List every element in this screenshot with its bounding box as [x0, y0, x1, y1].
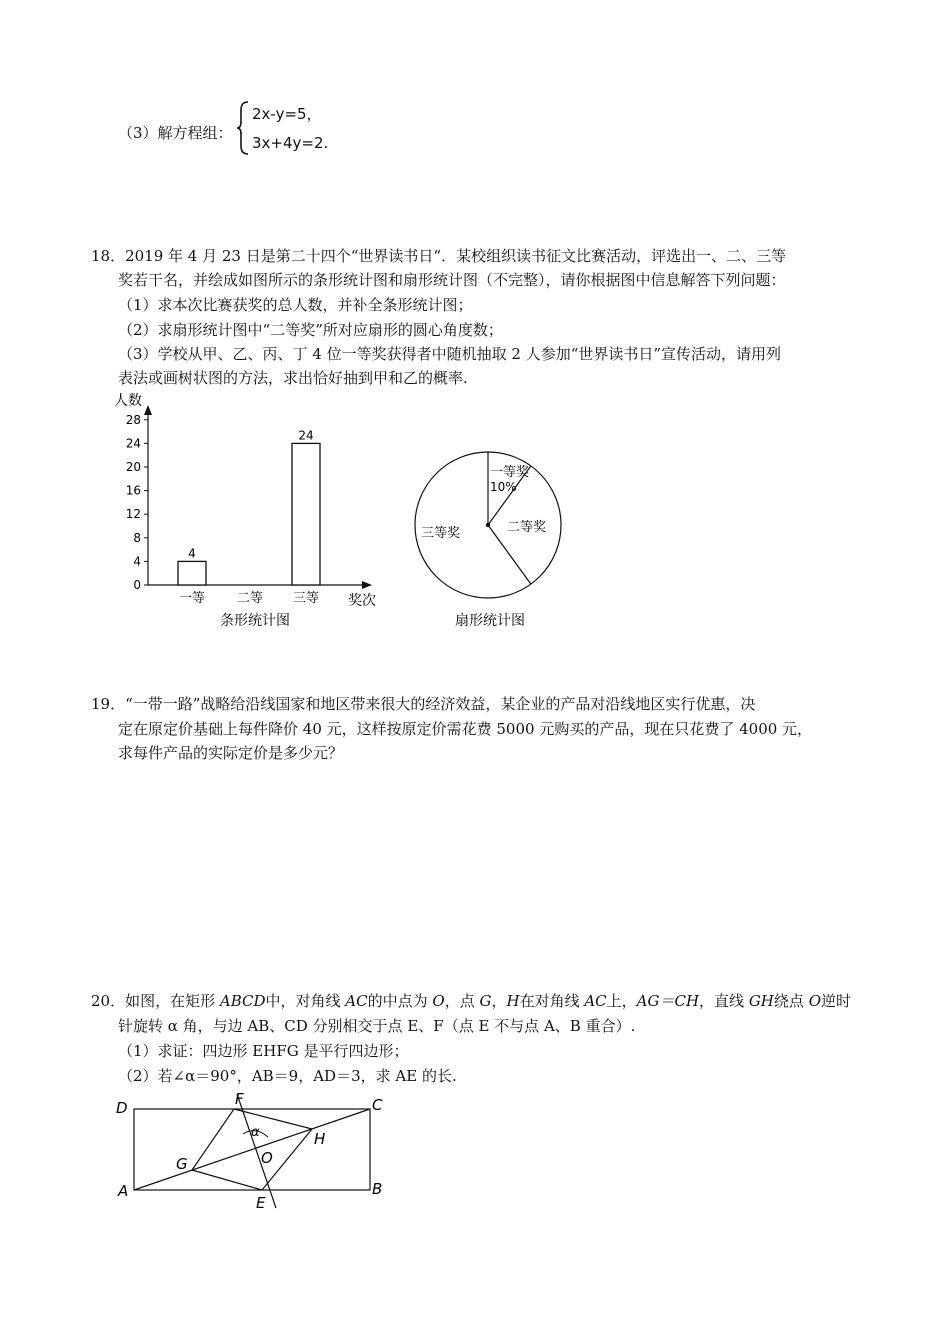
q20-point-h: H: [506, 992, 520, 1010]
q20-text-i: 绕点: [773, 992, 809, 1010]
q20-text-g: 上，: [606, 992, 637, 1010]
bar-chart: [100, 385, 400, 635]
pie-slice-label-1: 一等奖: [490, 465, 530, 480]
q20-line1: [91, 991, 851, 1011]
q20-text-e: ，: [491, 992, 507, 1010]
y-tick-label: 4: [133, 554, 141, 569]
bar-chart-title: 条形统计图: [220, 613, 290, 629]
q20-rect-name: ABCD: [219, 992, 266, 1010]
x-axis-arrow: [362, 581, 372, 589]
label-e: E: [256, 1194, 266, 1212]
category-label-2: 二等: [236, 591, 264, 606]
q18-sub3-line1: （3）学校从甲、乙、丙、丁 4 位一等奖获得者中随机抽取 2 人参加“世界读书日”宣传活动，请用列: [118, 345, 782, 363]
y-tick-label: 12: [125, 507, 141, 522]
label-d: D: [116, 1099, 128, 1117]
q20-text-c: 的中点为: [367, 992, 433, 1010]
segment-eg: [192, 1170, 262, 1190]
y-tick-label: 28: [125, 412, 141, 427]
q18-line1: 18．2019 年 4 月 23 日是第二十四个“世界读书日“．某校组织读书征文比赛活动，评选出一、二、三等: [91, 247, 787, 265]
y-axis-label: 人数: [114, 393, 142, 409]
y-tick-label: 24: [125, 436, 141, 451]
q19-line2: 定在原定价基础上每件降价 40 元，这样按原定价需花费 5000 元购买的产品，现在只花费了 4000 元，: [118, 720, 813, 738]
y-tick-label: 20: [125, 460, 141, 474]
q20-sub2: （2）若∠α＝90°，AB＝9，AD＝3，求 AE 的长.: [118, 1067, 457, 1085]
diagonal-ac: [134, 1109, 370, 1190]
pie-chart-title: 扇形统计图: [455, 613, 525, 629]
q20-text-h: ，直线: [699, 992, 749, 1010]
equation-2: 3x+4y=2.: [252, 134, 329, 152]
y-tick-label: 0: [133, 578, 141, 592]
pie-center: [486, 523, 490, 527]
q20-text-a: 20．如图，在矩形: [91, 992, 220, 1010]
y-tick-label: 8: [133, 530, 141, 545]
x-axis-label: 奖次: [348, 593, 376, 609]
segment-fg: [192, 1109, 234, 1170]
q20-point-g: G: [479, 992, 492, 1010]
category-label-3: 三等: [292, 591, 320, 606]
bar-3: [292, 443, 320, 585]
q18-sub3-line2: 表法或画树状图的方法，求出恰好抽到甲和乙的概率.: [118, 369, 468, 387]
q20-line2: 针旋转 α 角，与边 AB、CD 分别相交于点 E、F（点 E 不与点 A、B 重合）.: [118, 1017, 636, 1035]
label-g: G: [176, 1155, 188, 1173]
bar-1: [178, 561, 206, 585]
system-brace: [236, 100, 250, 156]
y-axis-arrow: [144, 405, 152, 415]
pie-slice-percent-1: 10%: [490, 480, 517, 494]
q20-point-o-2: O: [808, 992, 821, 1010]
q19-line3: 求每件产品的实际定价是多少元？: [118, 744, 344, 762]
label-a: A: [118, 1182, 129, 1200]
rectangle-figure: [110, 1088, 400, 1218]
label-h: H: [314, 1130, 326, 1148]
q18-sub2: （2）求扇形统计图中“二等奖”所对应扇形的圆心角度数；: [118, 321, 503, 339]
pie-slice-label-3: 三等奖: [421, 526, 461, 541]
bar-data-label-3: 24: [298, 428, 314, 443]
label-f: F: [235, 1090, 244, 1108]
y-tick-label: 16: [125, 483, 141, 498]
label-c: C: [372, 1096, 383, 1114]
q20-text-j: 逆时: [821, 992, 852, 1010]
label-b: B: [372, 1180, 383, 1198]
pie-slice-label-2: 二等奖: [507, 520, 547, 535]
q19-line1: 19．“一带一路”战略给沿线国家和地区带来很大的经济效益，某企业的产品对沿线地区实行优惠，决: [91, 695, 756, 713]
label-o: O: [261, 1149, 273, 1167]
q18-sub1: （1）求本次比赛获奖的总人数，并补全条形统计图；: [118, 296, 473, 314]
q20-text-f: 在对角线: [519, 992, 585, 1010]
q20-sub1: （1）求证：四边形 EHFG 是平行四边形；: [118, 1042, 409, 1060]
q20-text-b: 中，对角线: [265, 992, 346, 1010]
pie-chart: [405, 440, 575, 640]
equation-1: 2x-y=5，: [252, 105, 322, 123]
q20-ag-eq-ch: AG＝CH: [636, 992, 700, 1010]
q20-point-o: O: [432, 992, 445, 1010]
bar-data-label-1: 4: [188, 546, 196, 561]
q20-line-gh: GH: [748, 992, 774, 1010]
category-label-1: 一等: [178, 591, 206, 606]
q20-diag-2: AC: [584, 992, 607, 1010]
q18-line2: 奖若干名，并绘成如图所示的条形统计图和扇形统计图（不完整），请你根据图中信息解答下列问题：: [118, 271, 786, 289]
q20-text-d: ，点: [444, 992, 480, 1010]
q17-part3-label: （3）解方程组：: [118, 124, 233, 142]
q20-diag: AC: [345, 992, 368, 1010]
label-alpha: α: [251, 1125, 260, 1140]
